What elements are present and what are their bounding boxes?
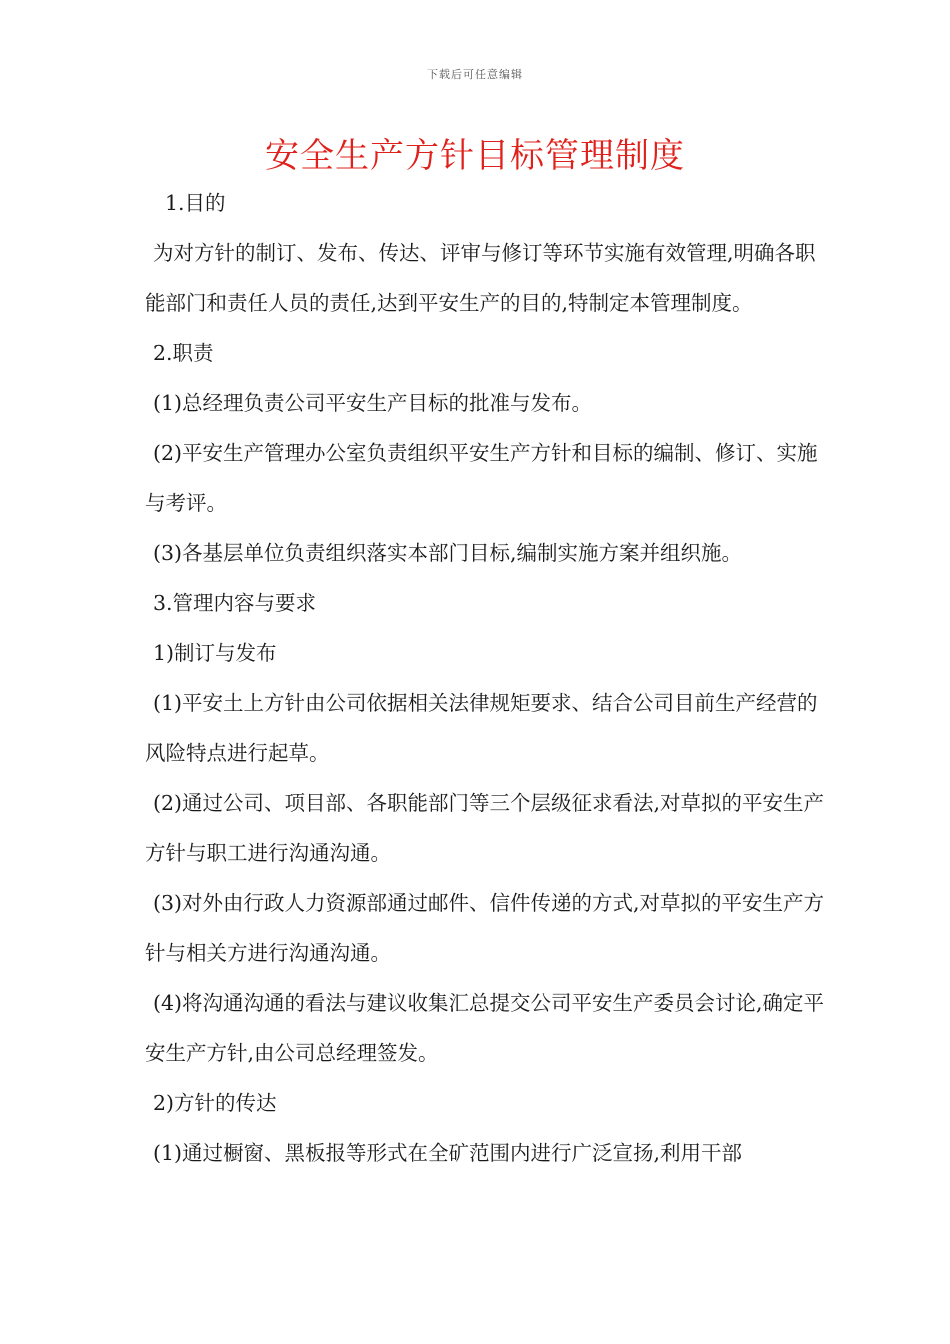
paragraph-formulation-4: (4)将沟通沟通的看法与建议收集汇总提交公司平安生产委员会讨论,确定平安生产方针,由公司总经理签发。 <box>145 991 825 1065</box>
document-body <box>145 178 825 1178</box>
section-heading-management: 3.管理内容与要求 <box>153 591 317 615</box>
document-title: 安全生产方针目标管理制度 <box>265 136 685 176</box>
paragraph-formulation-3: (3)对外由行政人力资源部通过邮件、信件传递的方式,对草拟的平安生产方针与相关方进行沟通沟通。 <box>145 891 825 965</box>
paragraph-communication-1: (1)通过橱窗、黑板报等形式在全矿范围内进行广泛宣扬,利用干部 <box>153 1141 743 1165</box>
paragraph-duty-1: (1)总经理负责公司平安生产目标的批准与发布。 <box>153 391 593 415</box>
paragraph-formulation-2: (2)通过公司、项目部、各职能部门等三个层级征求看法,对草拟的平安生产方针与职工进行沟通沟通。 <box>145 791 825 865</box>
subsection-heading-communication: 2)方针的传达 <box>153 1091 277 1115</box>
section-heading-purpose: 1.目的 <box>165 191 226 215</box>
section-heading-duties: 2.职责 <box>153 341 214 365</box>
paragraph-purpose: 为对方针的制订、发布、传达、评审与修订等环节实施有效管理,明确各职能部门和责任人员的责任,达到平安生产的目的,特制定本管理制度。 <box>145 241 816 315</box>
header-note: 下载后可任意编辑 <box>427 68 523 81</box>
paragraph-duty-2: (2)平安生产管理办公室负责组织平安生产方针和目标的编制、修订、实施与考评。 <box>145 441 818 515</box>
subsection-heading-formulation: 1)制订与发布 <box>153 641 277 665</box>
paragraph-formulation-1: (1)平安土上方针由公司依据相关法律规矩要求、结合公司目前生产经营的风险特点进行起草。 <box>145 691 818 765</box>
paragraph-duty-3: (3)各基层单位负责组织落实本部门目标,编制实施方案并组织施。 <box>153 541 743 565</box>
